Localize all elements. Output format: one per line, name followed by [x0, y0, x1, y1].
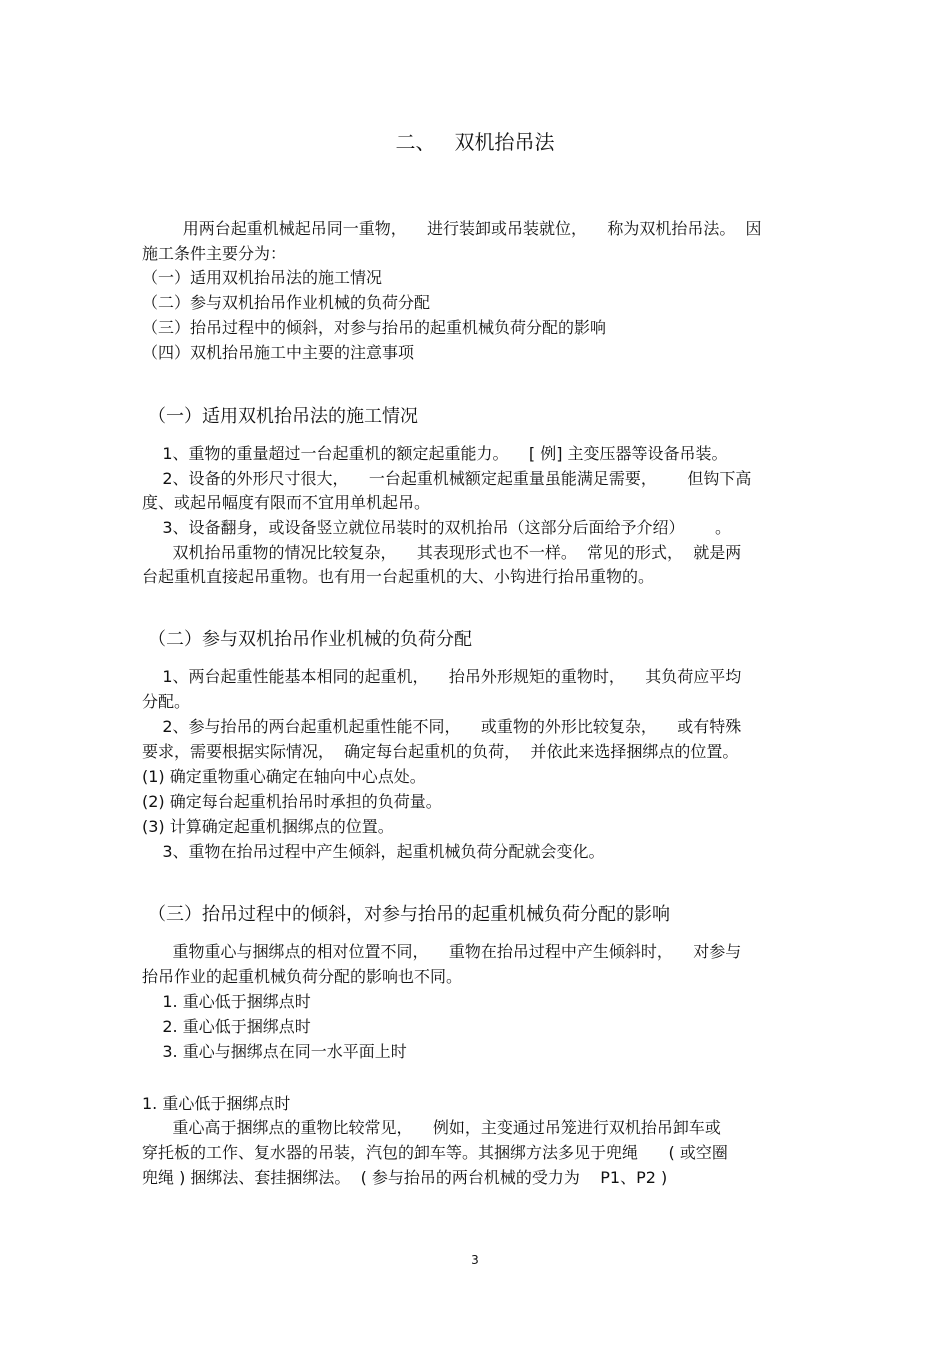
paragraph-line: 重心高于捆绑点的重物比较常见， 例如，主变通过吊笼进行双机抬吊卸车或: [142, 1118, 721, 1137]
toc-item: （二）参与双机抬吊作业机械的负荷分配: [142, 293, 431, 312]
paragraph-line: 双机抬吊重物的情况比较复杂， 其表现形式也不一样。 常见的形式， 就是两: [142, 543, 742, 562]
paragraph-line: 兜绳 ) 捆绑法、套挂捆绑法。 ( 参与抬吊的两台机械的受力为 P1、P2 ): [142, 1168, 668, 1187]
paragraph-line: 穿托板的工作、复水器的吊装，汽包的卸车等。其捆绑方法多见于兜绳 ( 或空圈: [142, 1143, 728, 1162]
section-heading: （三）抬吊过程中的倾斜，对参与抬吊的起重机械负荷分配的影响: [148, 904, 670, 925]
intro-line: 用两台起重机械起吊同一重物， 进行装卸或吊装就位， 称为双机抬吊法。 因: [142, 219, 762, 238]
section-heading: （一）适用双机抬吊法的施工情况: [148, 406, 418, 427]
paragraph-line: 2、参与抬吊的两台起重机起重性能不同， 或重物的外形比较复杂， 或有特殊: [142, 717, 742, 736]
paragraph-line: 抬吊作业的起重机械负荷分配的影响也不同。: [142, 967, 463, 986]
list-item: 3. 重心与捆绑点在同一水平面上时: [142, 1042, 407, 1061]
list-item: 2. 重心低于捆绑点时: [142, 1017, 311, 1036]
toc-item: （一）适用双机抬吊法的施工情况: [142, 268, 383, 287]
list-item: 1. 重心低于捆绑点时: [142, 992, 311, 1011]
paragraph-line: 3、重物在抬吊过程中产生倾斜，起重机械负荷分配就会变化。: [142, 842, 605, 861]
paragraph-line: 重物重心与捆绑点的相对位置不同， 重物在抬吊过程中产生倾斜时， 对参与: [142, 942, 742, 961]
page-title: 二、 双机抬吊法: [395, 130, 555, 154]
paragraph-line: 分配。: [142, 692, 191, 711]
paragraph-line: 台起重机直接起吊重物。也有用一台起重机的大、小钩进行抬吊重物的。: [142, 567, 655, 586]
paragraph-line: 要求，需要根据实际情况， 确定每台起重机的负荷， 并依此来选择捆绑点的位置。: [142, 742, 739, 761]
toc-item: （四）双机抬吊施工中主要的注意事项: [142, 343, 415, 362]
list-item: (1) 确定重物重心确定在轴向中心点处。: [142, 767, 426, 786]
paragraph-line: 度、或起吊幅度有限而不宜用单机起吊。: [142, 493, 431, 512]
paragraph-line: 3、设备翻身，或设备竖立就位吊装时的双机抬吊（这部分后面给予介绍） 。: [142, 518, 732, 537]
paragraph-line: 1、两台起重性能基本相同的起重机， 抬吊外形规矩的重物时， 其负荷应平均: [142, 667, 742, 686]
paragraph-line: 2、设备的外形尺寸很大， 一台起重机械额定起重量虽能满足需要， 但钩下高: [142, 469, 752, 488]
list-item: (2) 确定每台起重机抬吊时承担的负荷量。: [142, 792, 442, 811]
toc-item: （三）抬吊过程中的倾斜，对参与抬吊的起重机械负荷分配的影响: [142, 318, 607, 337]
paragraph-line: 1、重物的重量超过一台起重机的额定起重能力。 [ 例] 主变压器等设备吊装。: [142, 444, 728, 463]
subsection-heading: 1. 重心低于捆绑点时: [142, 1094, 291, 1113]
list-item: (3) 计算确定起重机捆绑点的位置。: [142, 817, 394, 836]
intro-line: 施工条件主要分为：: [142, 244, 287, 263]
page-number: 3: [471, 1253, 479, 1267]
section-heading: （二）参与双机抬吊作业机械的负荷分配: [148, 629, 472, 650]
